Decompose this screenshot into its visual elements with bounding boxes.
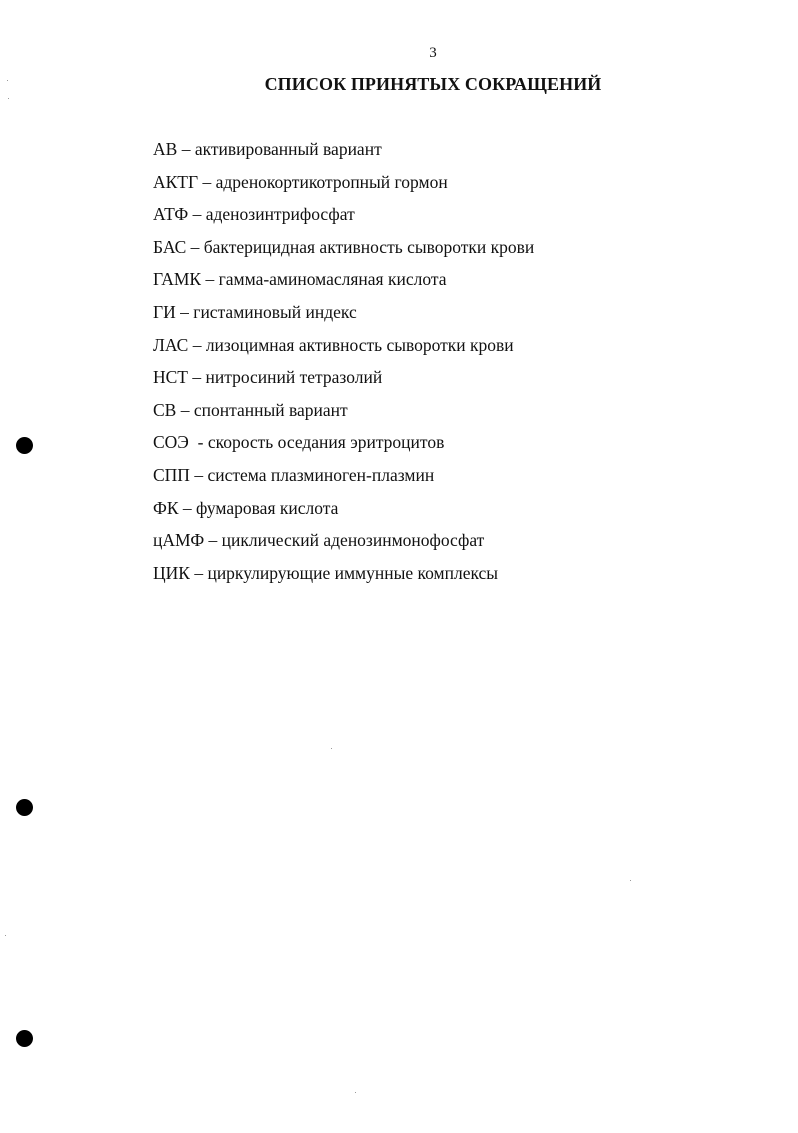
separator: – [177,139,195,159]
separator: – [175,301,194,322]
scan-speck [630,880,631,881]
definition: фумаровая кислота [196,497,339,518]
scan-speck [7,80,8,81]
definition: лизоцимная активность сыворотки крови [205,334,514,355]
abbreviation: ГИ [153,301,176,322]
separator: – [201,269,219,290]
list-item [153,463,534,496]
list-item [153,561,534,594]
definition: скорость оседания эритроцитов [207,432,445,453]
separator: – [188,367,206,388]
list-item [153,235,534,268]
list-item [153,528,534,561]
punch-hole [16,437,33,454]
punch-hole [16,1030,33,1047]
list-item [153,398,534,431]
abbreviation: СПП [153,464,190,485]
abbreviation: СВ [153,399,177,420]
abbreviation: НСТ [153,367,188,388]
separator: – [178,497,196,518]
separator: – [189,562,208,583]
scan-speck [331,748,332,749]
definition: аденозинтрифосфат [205,204,355,225]
abbreviation: ГАМК [153,269,202,290]
page-number: 3 [429,45,437,61]
abbreviation: СОЭ [153,432,189,453]
separator: – [188,204,206,225]
separator: – [198,171,216,192]
definition: циркулирующие иммунные комплексы [207,562,499,583]
punch-hole [16,799,33,816]
definition: активированный вариант [194,139,382,159]
list-item [153,430,534,463]
list-item [153,202,534,235]
abbreviation-list [153,137,534,593]
separator: – [176,399,194,420]
list-item [153,267,534,300]
page-title: СПИСОК ПРИНЯТЫХ СОКРАЩЕНИЙ [264,74,602,94]
separator: – [189,464,208,485]
abbreviation: ФК [153,497,179,518]
scan-speck [355,1092,356,1093]
abbreviation: ЦИК [153,562,190,583]
list-item [153,333,534,366]
definition: нитросиний тетразолий [205,367,383,388]
definition: спонтанный вариант [193,399,348,420]
list-item [153,137,534,170]
separator: – [204,530,222,551]
list-item [153,170,534,203]
definition: гистаминовый индекс [193,301,357,322]
separator: - [188,432,208,453]
abbreviation: цАМФ [153,530,205,551]
list-item [153,300,534,333]
scan-speck [5,935,6,936]
separator: – [188,334,206,355]
definition: циклический аденозинмонофосфат [221,530,485,551]
abbreviation: АТФ [153,204,189,225]
scan-speck [8,98,9,99]
definition: адренокортикотропный гормон [215,171,448,192]
definition: гамма-аминомасляная кислота [218,269,447,290]
list-item [153,365,534,398]
separator: – [186,236,204,257]
abbreviation: БАС [153,236,187,257]
definition: бактерицидная активность сыворотки крови [203,236,535,257]
abbreviation: АВ [153,139,178,159]
abbreviation: АКТГ [153,171,199,192]
abbreviation: ЛАС [153,334,189,355]
list-item [153,496,534,529]
definition: система плазминоген-плазмин [207,464,435,485]
